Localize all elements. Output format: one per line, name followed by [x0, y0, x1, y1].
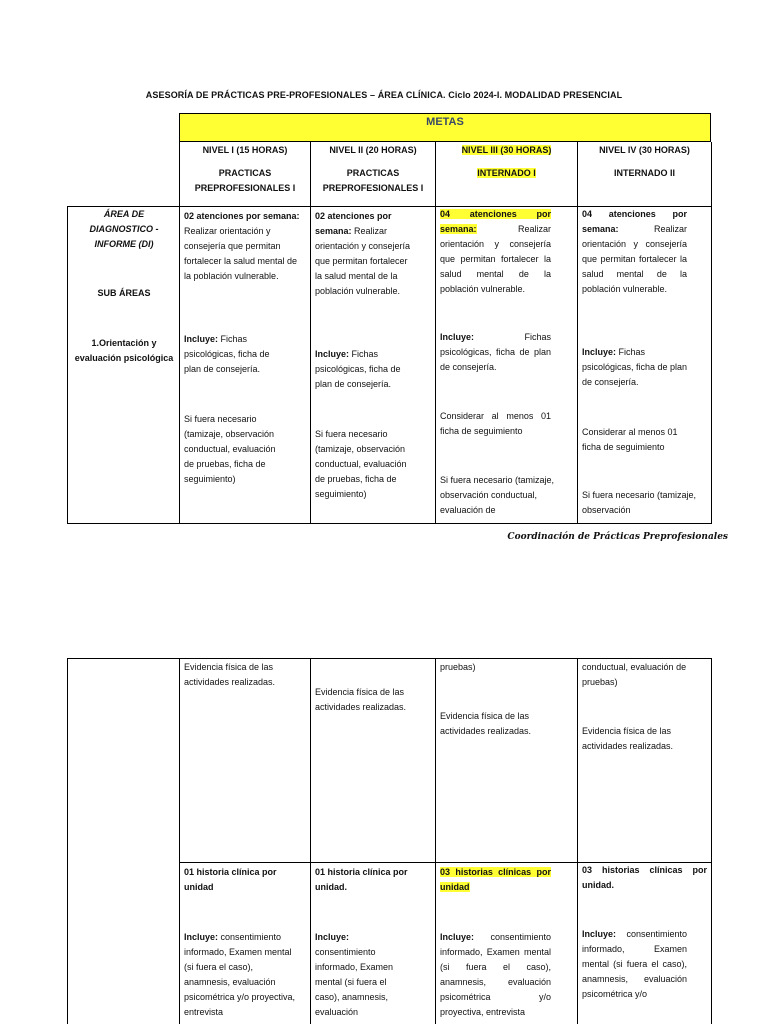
level-4-header: NIVEL IV (30 HORAS)	[599, 145, 690, 155]
level-2-includes-label: Incluye:	[315, 349, 350, 359]
level-4-attentions-lead: 04 atenciones por semana:	[582, 209, 687, 234]
level-2-attentions	[315, 209, 411, 299]
sub-area-1-label: 1.Orientación y evaluación psicológica	[74, 338, 174, 363]
table-right-border	[711, 658, 712, 1024]
level-1-subheader: PRACTICAS PREPROFESIONALES I	[194, 168, 296, 193]
level-4-hc-includes-label: Incluye:	[582, 929, 617, 939]
col-divider	[435, 142, 436, 524]
level-2-attentions-text: Realizar orientación y consejería que permitan fortalecer la salud mental de la población vulnerable.	[315, 226, 411, 296]
table-top-border	[67, 658, 712, 659]
col-divider	[577, 658, 578, 1024]
level-1-attentions-lead: 02 atenciones por semana:	[184, 211, 300, 221]
level-4-evidence: Evidencia física de las actividades realizadas.	[582, 726, 674, 751]
level-1-hc-includes-label: Incluye:	[184, 932, 219, 942]
level-2-header: NIVEL II (20 HORAS)	[329, 145, 417, 155]
level-1-hc-includes	[184, 930, 296, 1020]
metas-header: METAS	[179, 113, 711, 142]
level-4-clinical-histories: 03 historias clínicas por unidad.	[582, 865, 707, 890]
level-2-hc-includes	[315, 930, 410, 1020]
level-3-attentions	[440, 207, 551, 297]
level-4-includes-label: Incluye:	[582, 347, 617, 357]
level-4-includes-text: Fichas psicológicas, ficha de plan de consejería.	[582, 347, 688, 387]
col-divider	[310, 658, 311, 1024]
document-title: ASESORÍA DE PRÁCTICAS PRE-PROFESIONALES – ÁREA CLÍNICA. Ciclo 2024-I. MODALIDAD PRESENCIAL	[145, 90, 623, 100]
level-3-includes	[440, 330, 551, 375]
level-1-includes-text: Fichas psicológicas, ficha de plan de consejería.	[184, 334, 270, 374]
table-left-border	[67, 206, 68, 524]
level-3-hc-includes-label: Incluye:	[440, 932, 475, 942]
col-divider	[310, 142, 311, 524]
level-1-evidence: Evidencia física de las actividades realizadas.	[184, 662, 276, 687]
level-1-extra: Si fuera necesario (tamizaje, observación conductual, evaluación de pruebas, ficha de seguimiento)	[184, 414, 276, 484]
level-3-clinical-histories	[440, 865, 551, 895]
level-4-hc-includes-text: consentimiento informado, Examen mental (si fuera el caso), anamnesis, evaluación psicométrica y/o	[582, 929, 687, 999]
level-3-includes-label: Incluye:	[440, 332, 475, 342]
col-divider	[435, 658, 436, 1024]
coordination-footer: Coordinación de Prácticas Preprofesionales	[507, 532, 728, 542]
level-3-hc-includes	[440, 930, 551, 1020]
level-3-consider: Considerar al menos 01 ficha de seguimiento	[440, 411, 551, 436]
level-2-hc-includes-label: Incluye:	[315, 932, 350, 942]
level-4-continuation: conductual, evaluación de pruebas)	[582, 662, 687, 687]
level-1-includes-label: Incluye:	[184, 334, 219, 344]
level-3-evidence: Evidencia física de las actividades realizadas.	[440, 711, 532, 736]
level-3-attentions-text: Realizar orientación y consejería que permitan fortalecer la salud mental de la población vulnerable.	[440, 224, 551, 294]
level-2-includes	[315, 347, 411, 392]
level-3-header-text: NIVEL III (30 HORAS)	[461, 145, 552, 155]
level-2-includes-text: Fichas psicológicas, ficha de plan de consejería.	[315, 349, 401, 389]
level-2-subheader: PRACTICAS PREPROFESIONALES I	[322, 168, 424, 193]
level-4-extra: Si fuera necesario (tamizaje, observación	[582, 490, 697, 515]
level-1-attentions-text: Realizar orientación y consejería que permitan fortalecer la salud mental de la población vulnerable.	[184, 226, 298, 281]
level-2-clinical-histories: 01 historia clínica por unidad.	[315, 867, 408, 892]
level-4-hc-includes	[582, 927, 687, 1002]
area-label: ÁREA DE DIAGNOSTICO - INFORME (DI)	[89, 209, 159, 249]
table-right-border	[711, 142, 712, 524]
level-3-extra: Si fuera necesario (tamizaje, observación conductual, evaluación de	[440, 475, 555, 515]
level-1-header: NIVEL I (15 HORAS)	[202, 145, 288, 155]
level-3-header	[436, 143, 577, 158]
level-4-subheader: INTERNADO II	[613, 168, 675, 178]
col-divider	[577, 142, 578, 524]
level-1-hc-includes-text: consentimiento informado, Examen mental (si fuera el caso), anamnesis, evaluación psicométrica y/o proyectiva, entrevista	[184, 932, 296, 1017]
col-divider	[179, 142, 180, 524]
level-1-includes	[184, 332, 284, 377]
level-4-consider: Considerar al menos 01 ficha de seguimiento	[582, 427, 678, 452]
level-3-subheader	[436, 166, 577, 181]
col-divider	[179, 658, 180, 1024]
level-2-extra: Si fuera necesario (tamizaje, observación conductual, evaluación de pruebas, ficha de seguimiento)	[315, 429, 407, 499]
level-3-clinical-histories-text: 03 historias clínicas por unidad	[440, 867, 551, 892]
level-4-attentions-text: Realizar orientación y consejería que permitan fortalecer la salud mental de la población vulnerable.	[582, 224, 687, 294]
level-1-attentions	[184, 209, 304, 284]
level-4-attentions	[582, 207, 687, 297]
level-3-hc-includes-text: consentimiento informado, Examen mental (si fuera el caso), anamnesis, evaluación psicométrica y/o proyectiva, entrevista	[440, 932, 551, 1017]
level-2-attentions-lead: 02 atenciones por semana:	[315, 211, 392, 236]
level-2-hc-includes-text: consentimiento informado, Examen mental (si fuera el caso), anamnesis, evaluación	[315, 947, 394, 1017]
sub-areas-label: SUB ÁREAS	[97, 288, 151, 298]
table-left-border	[67, 658, 68, 1024]
level-3-continuation: pruebas)	[440, 662, 476, 672]
level-3-attentions-lead: 04 atenciones por semana:	[440, 209, 551, 234]
level-3-subheader-text: INTERNADO I	[477, 168, 536, 178]
level-1-clinical-histories: 01 historia clínica por unidad	[184, 867, 277, 892]
level-2-evidence: Evidencia física de las actividades realizadas.	[315, 687, 407, 712]
level-3-includes-text: Fichas psicológicas, ficha de plan de consejería.	[440, 332, 551, 372]
level-4-includes	[582, 345, 697, 390]
table-bottom-border	[67, 523, 712, 524]
